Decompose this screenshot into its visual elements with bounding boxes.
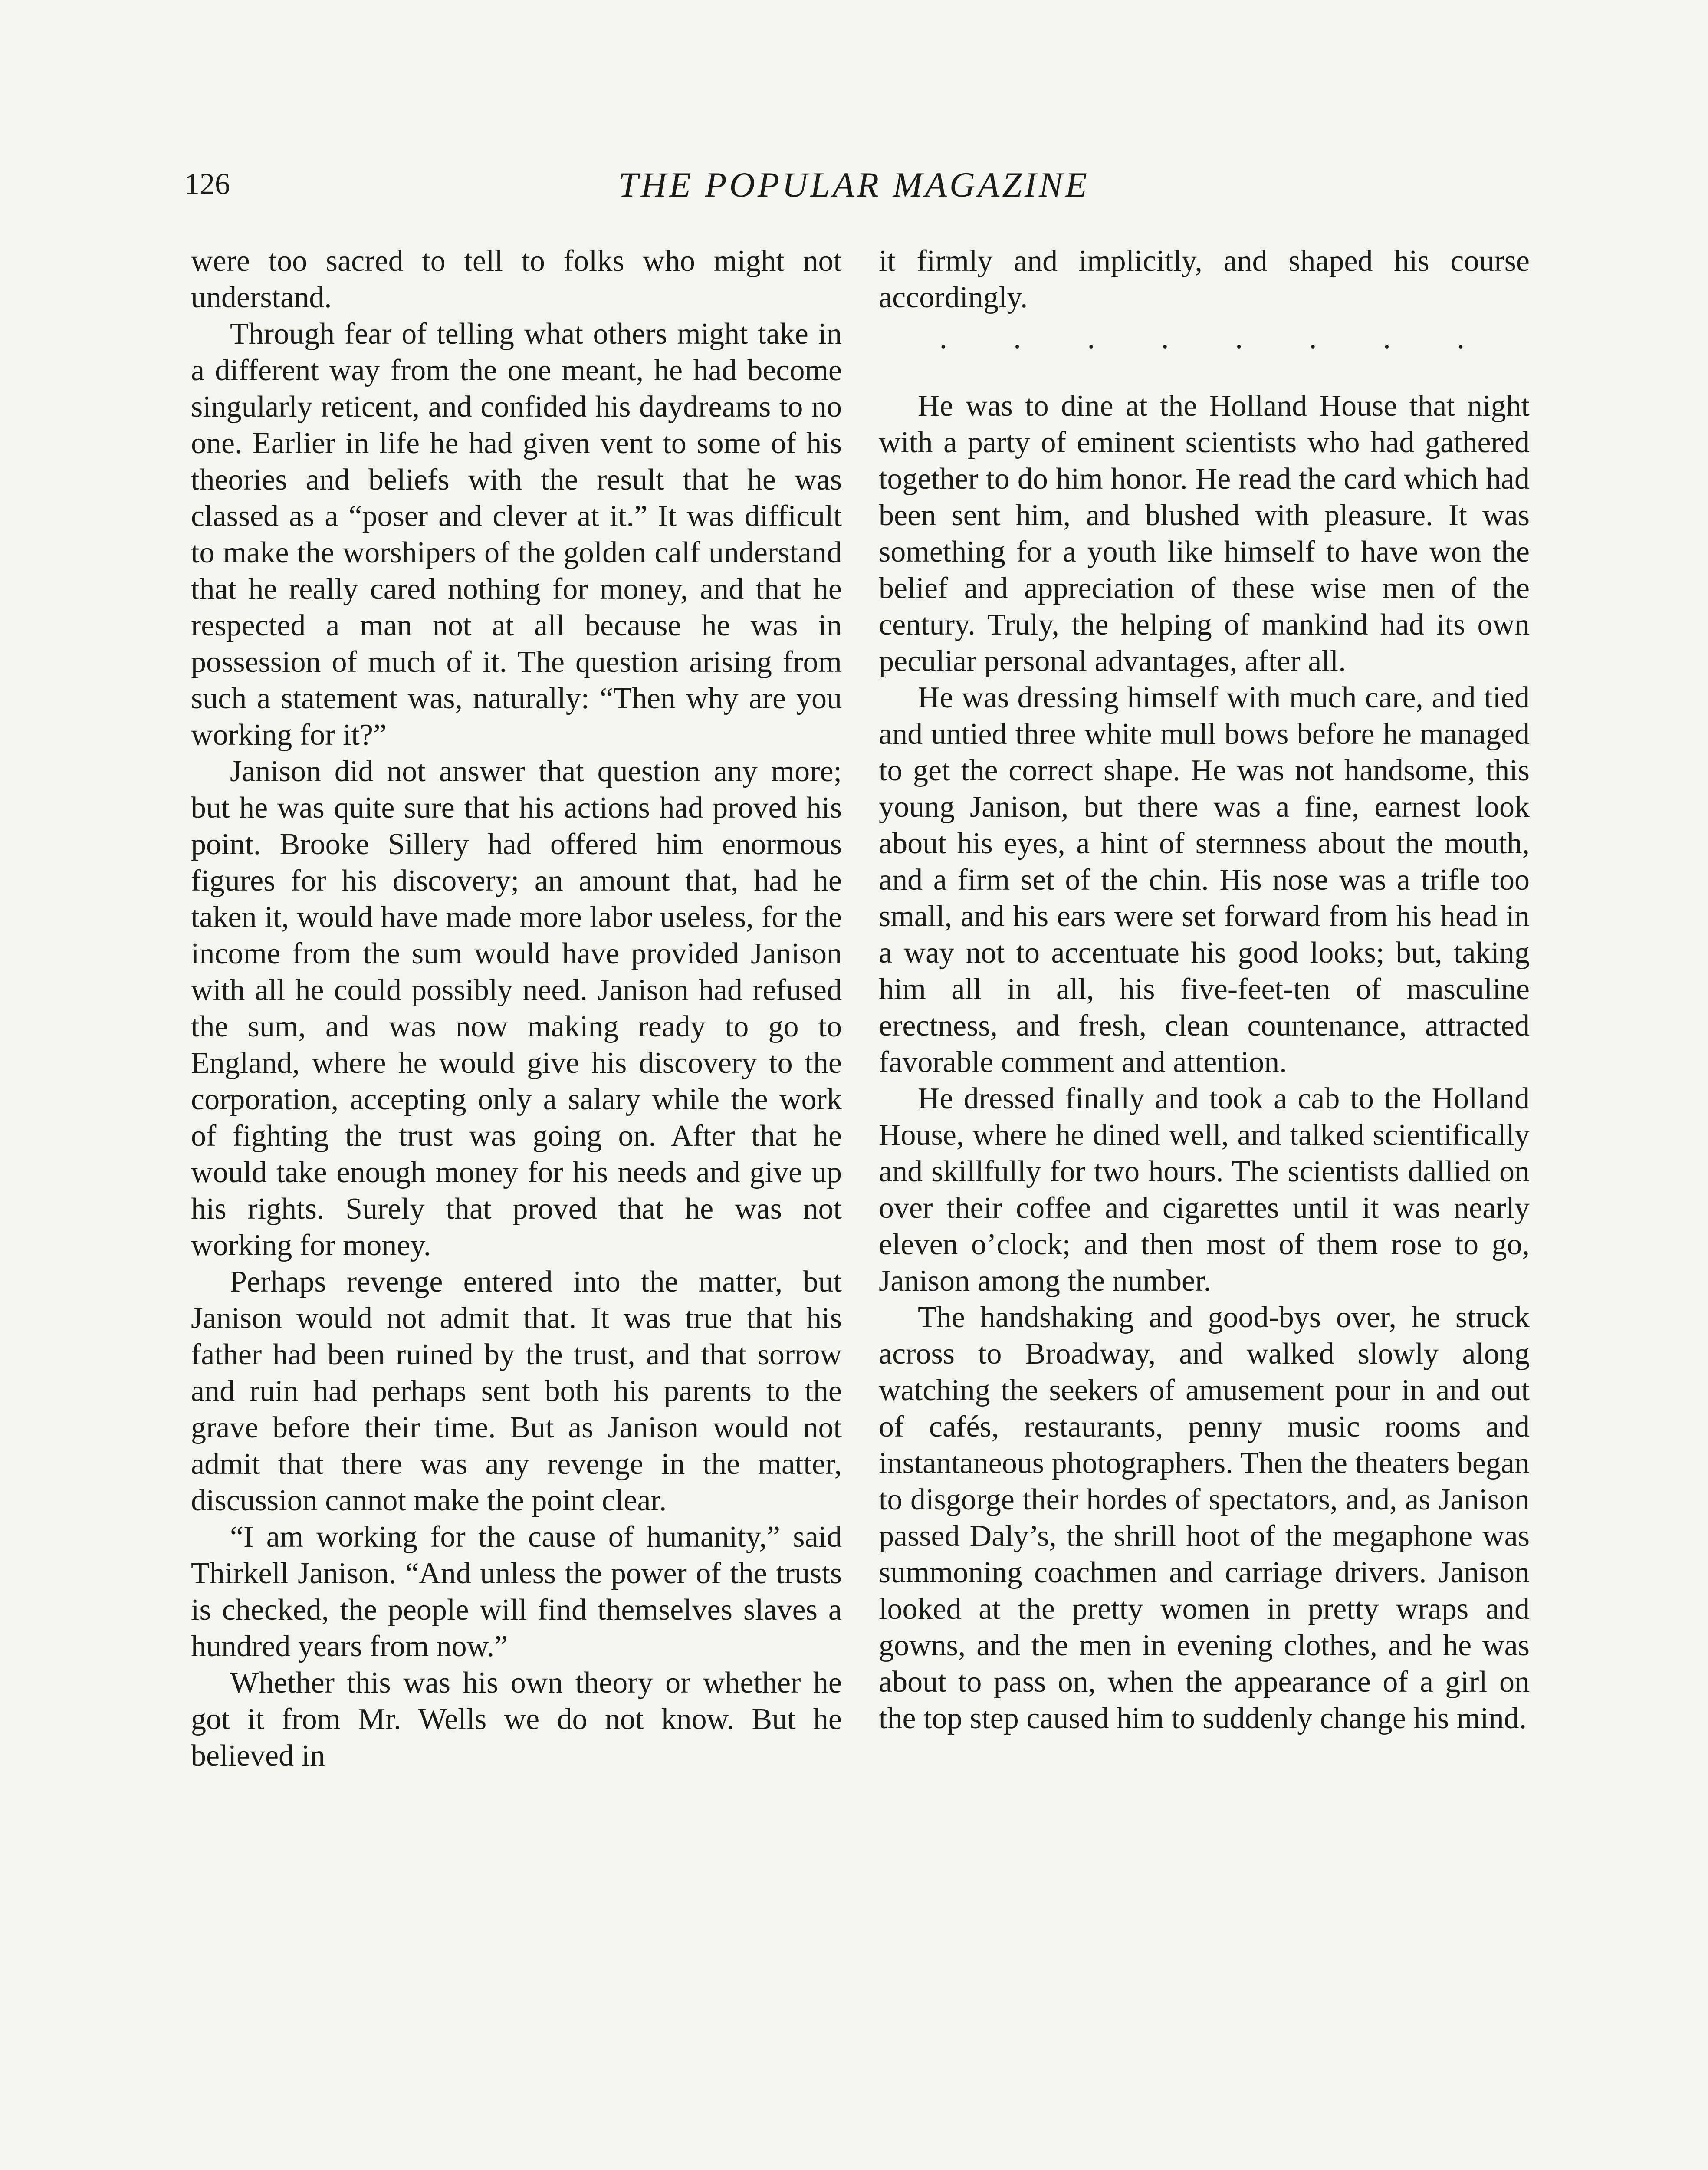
section-break-dot: .: [1161, 322, 1169, 355]
page-number: 126: [184, 168, 230, 201]
paragraph: “I am working for the cause of humanity,” said Thirkell Janison. “And unless the power of the trusts is checked, the people will find themselves slaves a hundred years from now.”: [191, 1520, 842, 1663]
left-column: [191, 243, 842, 1774]
paragraph: were too sacred to tell to folks who might not understand.: [191, 244, 842, 314]
right-column: [879, 243, 1530, 1737]
paragraph: Through fear of telling what others might take in a different way from the one meant, he had become singularly reticent, and confided his daydreams to no one. Earlier in life he had given vent to some of his theories and beliefs with the result that he was classed as a “poser and clever at it.” It was difficult to make the worshipers of the golden calf understand that he really cared nothing for money, and that he respected a man not at all because he was in possession of much of it. The question arising from such a statement was, naturally: “Then why are you working for it?”: [191, 317, 842, 752]
section-break-dot: .: [1013, 322, 1021, 355]
section-break-dot: .: [1457, 322, 1465, 355]
paragraph: He dressed finally and took a cab to the Holland House, where he dined well, and talked scientifically and skillfully for two hours. The scientists dallied on over their coffee and cigarettes until it was nearly eleven o’clock; and then most of them rose to go, Janison among the number.: [879, 1082, 1530, 1298]
section-break-dot: .: [1383, 322, 1391, 355]
paragraph: The handshaking and good-bys over, he struck across to Broadway, and walked slowly along watching the seekers of amusement pour in and out of cafés, restaurants, penny music rooms and instantaneous photographers. Then the theaters began to disgorge their hordes of spectators, and, as Janison passed Daly’s, the shrill hoot of the megaphone was summoning coachmen and carriage drivers. Janison looked at the pretty women in pretty wraps and gowns, and the men in evening clothes, and he was about to pass on, when the appearance of a girl on the top step caused him to suddenly change his mind.: [879, 1301, 1530, 1735]
section-break-dot: .: [1087, 322, 1095, 355]
paragraph: it firmly and implicitly, and shaped his course accordingly.: [879, 244, 1530, 314]
running-head: THE POPULAR MAGAZINE: [618, 165, 1090, 204]
paragraph: Janison did not answer that question any more; but he was quite sure that his actions had proved his point. Brooke Sillery had offered him enormous figures for his discovery; an amount that, had he taken it, would have made more labor useless, for the income from the sum would have provided Janison with all he could possibly need. Janison had refused the sum, and was now making ready to go to England, where he would give his discovery to the corporation, accepting only a salary while the work of fighting the trust was going on. After that he would take enough money for his needs and give up his rights. Surely that proved that he was not working for money.: [191, 755, 842, 1262]
paragraph: He was dressing himself with much care, and tied and untied three white mull bows before he managed to get the correct shape. He was not handsome, this young Janison, but there was a fine, earnest look about his eyes, a hint of sternness about the mouth, and a firm set of the chin. His nose was a trifle too small, and his ears were set forward from his head in a way not to accentuate his good looks; but, taking him all in all, his five-feet-ten of masculine erectness, and fresh, clean countenance, attracted favorable comment and attention.: [879, 681, 1530, 1079]
section-break-dot: .: [1235, 322, 1243, 355]
section-break-dot: .: [939, 322, 947, 355]
paragraph: Whether this was his own theory or whether he got it from Mr. Wells we do not know. But he believed in: [191, 1666, 842, 1772]
paragraph: Perhaps revenge entered into the matter, but Janison would not admit that. It was true that his father had been ruined by the trust, and that sorrow and ruin had perhaps sent both his parents to the grave before their time. But as Janison would not admit that there was any revenge in the matter, discussion cannot make the point clear.: [191, 1265, 842, 1517]
section-break-dot: .: [1309, 322, 1317, 355]
section-break: [879, 320, 1530, 357]
paragraph: He was to dine at the Holland House that night with a party of eminent scientists who had gathered together to do him honor. He read the card which had been sent him, and blushed with pleasure. It was something for a youth like himself to have won the belief and appreciation of these wise men of the century. Truly, the helping of mankind had its own peculiar personal advantages, after all.: [879, 389, 1530, 678]
